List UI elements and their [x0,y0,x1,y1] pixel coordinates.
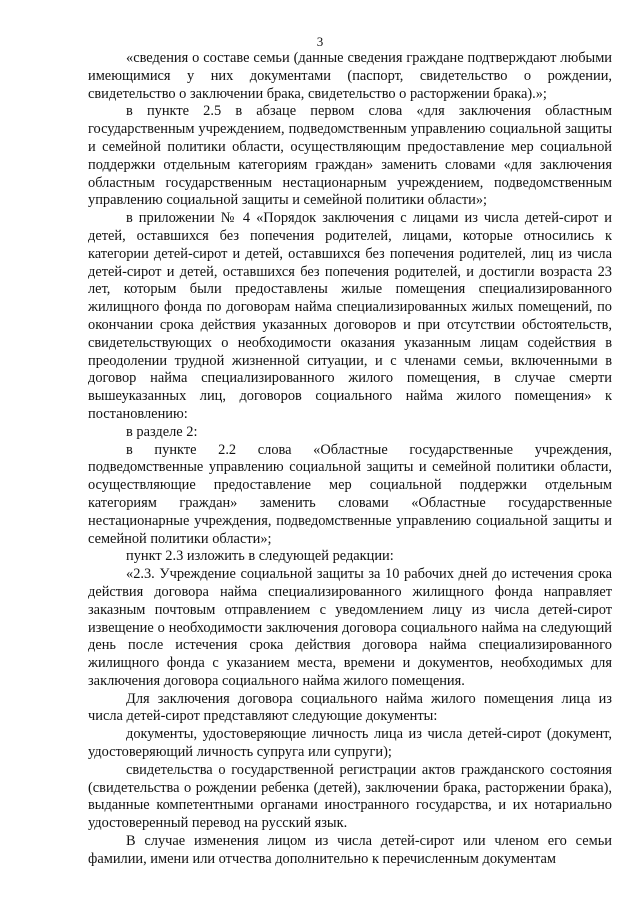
document-body [88,50,612,869]
page-number: 3 [316,34,324,49]
paragraph-clause-2-2: в пункте 2.2 слова «Областные государственные учреждения, подведомственные управлению социальной защиты и семейной политики области, осуществляющие предоставление мер социальной поддержки отдельным категориям граждан» заменить словами «Областные государственные нестационарные учреждения, подведомственные управлению социальной защиты и семейной политики области»; [88,441,612,547]
paragraph-section-2: в разделе 2: [126,423,198,440]
paragraph-clause-2-3-intro: пункт 2.3 изложить в следующей редакции: [126,548,394,565]
paragraph-clause-2-5: в пункте 2.5 в абзаце первом слова «для заключения областным государственным учреждением, подведомственным управлению социальной защиты и семейной политики области, осуществляющим предоставление мер социальной поддержки отдельным категориям граждан» заменить словами «для заключения областным государственным нестационарным учреждением, подведомственным управлению социальной защиты и семейной политики области»; [88,103,612,209]
paragraph-family-composition: «сведения о составе семьи (данные сведения граждане подтверждают любыми имеющимися у них документами (паспорт, свидетельство о рождении, свидетельство о заключении брака, свидетельство о расторжении брака).»; [88,50,612,102]
paragraph-name-change: В случае изменения лицом из числа детей-сирот или членом его семьи фамилии, имени или отчества дополнительно к перечисленным документам [88,833,612,867]
paragraph-identity-documents: документы, удостоверяющие личность лица из числа детей-сирот (документ, удостоверяющий личность супруга или супруги); [88,726,612,761]
paragraph-documents-list-intro: Для заключения договора социального найма жилого помещения лица из числа детей-сирот представляют следующие документы: [88,690,612,725]
paragraph-clause-2-3-text: «2.3. Учреждение социальной защиты за 10 рабочих дней до истечения срока действия договора найма специализированного жилищного фонда направляет заказным почтовым отправлением с уведомлением лицу из числа детей-сирот извещение о необходимости заключения договора социального найма на следующий день после истечения срока действия договора найма специализированного жилищного фонда с указанием места, времени и документов, необходимых для заключения договора социального найма жилого помещения. [88,566,612,689]
paragraph-civil-status-certificates: свидетельства о государственной регистрации актов гражданского состояния (свидетельства о рождении ребенка (детей), заключении брака, расторжении брака), выданные компетентными органами иностранного государства, и их нотариально удостоверенный перевод на русский язык. [88,761,612,832]
paragraph-appendix-4: в приложении № 4 «Порядок заключения с лицами из числа детей-сирот и детей, оставшихся без попечения родителей, лицами, которые относились к категории детей-сирот и детей, оставшихся без попечения родителей, лиц из числа детей-сирот и детей, оставшихся без попечения родителей, и достигли возраста 23 лет, которым были предоставлены жилые помещения специализированного жилищного фонда по договорам найма специализированных жилых помещений, по окончании срока действия указанных договоров и при отсутствии обстоятельств, свидетельствующих о необходимости оказания указанным лицам содействия в преодолении трудной жизненной ситуации, и с членами семьи, включенными в договор найма специализированного жилого помещения, в случае смерти вышеуказанных лиц, договоров социального найма жилого помещения» к постановлению: [88,210,612,422]
